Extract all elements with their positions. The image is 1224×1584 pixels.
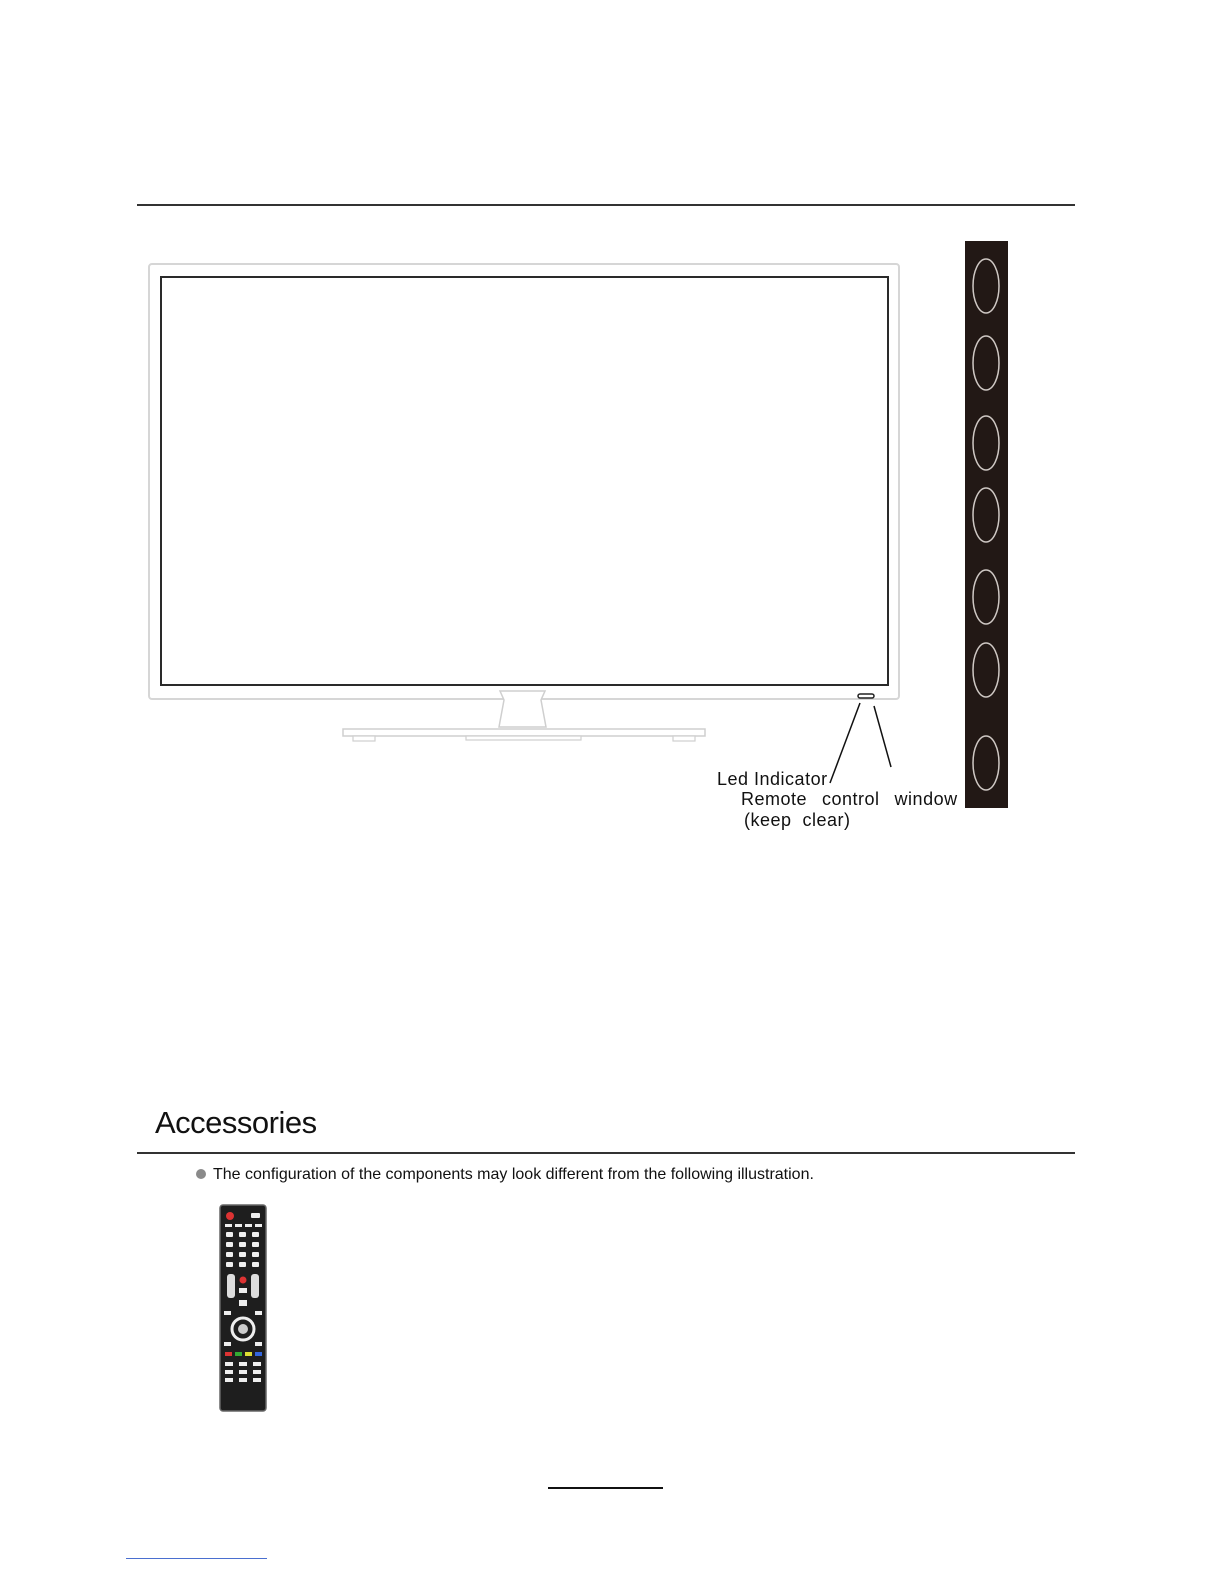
stand-foot-left [353,736,375,741]
bullet-icon [196,1169,206,1179]
side-button-3 [973,416,999,470]
led-indicator-label: Led Indicator [717,769,828,789]
side-button-7 [973,736,999,790]
stand-neck [499,691,546,727]
accessories-divider [137,1152,1075,1154]
side-buttons [965,241,1008,808]
side-button-4 [973,488,999,542]
side-button-2 [973,336,999,390]
side-button-1 [973,259,999,313]
side-button-6 [973,643,999,697]
remote-window-label: Remote control window [741,789,958,809]
page-number-rule [548,1487,663,1489]
accessories-note [196,1166,814,1184]
led-callout-line [830,703,860,783]
remote-control-icon [219,1204,267,1412]
side-button-5 [973,570,999,624]
stand-foot-right [673,736,695,741]
accessories-note-text: The configuration of the components may look different from the following illustration. [213,1166,814,1183]
stand-base [343,729,705,736]
keep-clear-label: (keep clear) [744,810,851,830]
remote-window-callout-line [874,706,891,767]
accessories-heading: Accessories [155,1105,317,1140]
bottom-link-underline [126,1558,267,1559]
led-indicator [858,694,874,698]
stand-foot-center [466,736,581,740]
